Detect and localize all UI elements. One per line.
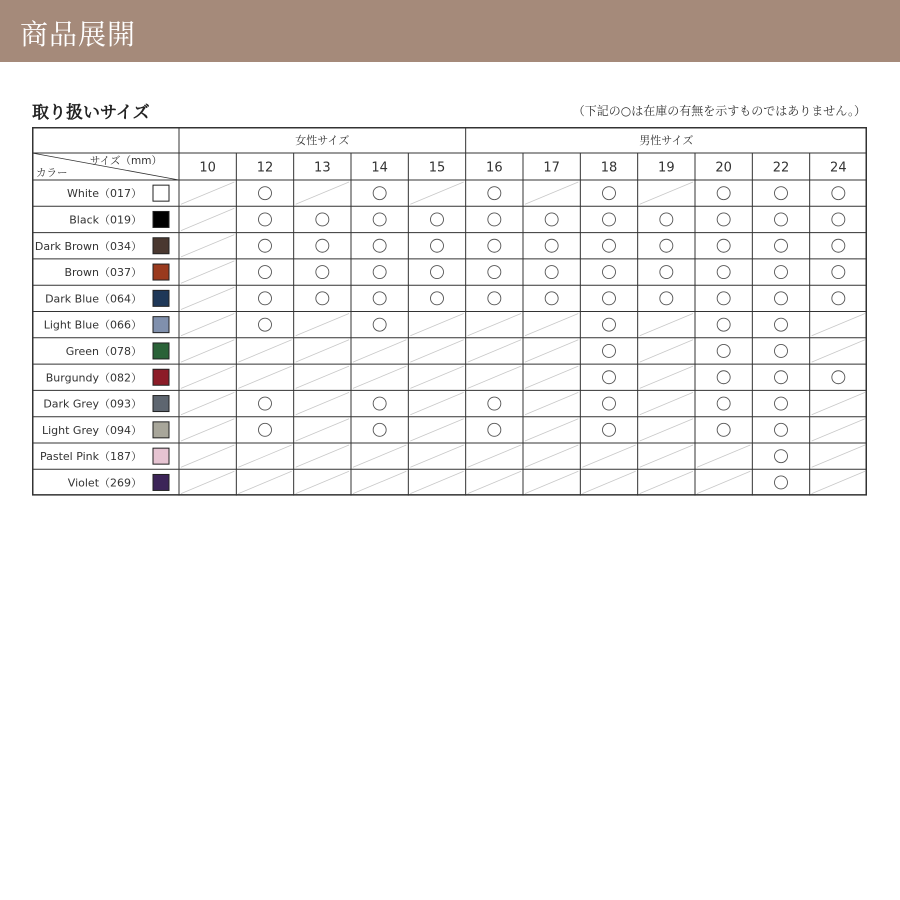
page-title: 商品展開 (20, 18, 137, 51)
availability-mark (603, 318, 616, 331)
color-name: Green（078） (65, 344, 142, 358)
empty-cell-diagonal (468, 340, 521, 362)
color-name: Violet（269） (67, 476, 142, 490)
empty-cell-diagonal (238, 366, 291, 388)
availability-mark (717, 239, 730, 252)
empty-cell-diagonal (525, 392, 578, 414)
size-header: 20 (715, 160, 732, 176)
availability-mark (488, 187, 501, 200)
empty-cell-diagonal (640, 392, 693, 414)
empty-cell-diagonal (468, 314, 521, 336)
availability-mark (775, 450, 788, 463)
empty-cell-diagonal (410, 366, 463, 388)
empty-cell-diagonal (697, 471, 750, 493)
color-swatch (153, 290, 169, 306)
empty-cell-diagonal (296, 314, 349, 336)
color-swatch (153, 238, 169, 254)
size-header: 19 (658, 160, 675, 176)
empty-cell-diagonal (525, 340, 578, 362)
availability-mark (259, 213, 272, 226)
empty-cell-diagonal (410, 392, 463, 414)
availability-mark (316, 292, 329, 305)
empty-cell-diagonal (353, 366, 406, 388)
availability-mark (717, 397, 730, 410)
availability-mark (431, 213, 444, 226)
empty-cell-diagonal (181, 471, 234, 493)
color-name: Brown（037） (64, 266, 142, 280)
availability-mark (431, 239, 444, 252)
empty-cell-diagonal (468, 471, 521, 493)
availability-mark (660, 239, 673, 252)
size-header: 15 (428, 160, 446, 176)
empty-cell-diagonal (296, 392, 349, 414)
availability-mark (775, 476, 788, 489)
availability-mark (488, 213, 501, 226)
availability-mark (603, 371, 616, 384)
availability-mark (316, 239, 329, 252)
availability-mark (603, 423, 616, 436)
color-swatch (153, 317, 169, 333)
color-name: Dark Brown（034） (34, 239, 142, 253)
availability-mark (717, 266, 730, 279)
empty-cell-diagonal (640, 419, 693, 441)
empty-cell-diagonal (181, 208, 234, 230)
availability-mark (775, 344, 788, 357)
availability-mark (775, 371, 788, 384)
size-table (32, 127, 867, 497)
availability-mark (259, 266, 272, 279)
color-name: White（017） (67, 187, 142, 201)
empty-cell-diagonal (525, 471, 578, 493)
availability-mark (603, 266, 616, 279)
empty-cell-diagonal (296, 182, 349, 204)
empty-cell-diagonal (812, 340, 865, 362)
availability-mark (717, 423, 730, 436)
availability-mark (775, 266, 788, 279)
availability-mark (832, 239, 845, 252)
availability-mark (717, 371, 730, 384)
color-swatch (153, 211, 169, 227)
availability-mark (316, 266, 329, 279)
group-label: 男性サイズ (639, 134, 694, 147)
empty-cell-diagonal (181, 235, 234, 257)
availability-mark (775, 187, 788, 200)
color-name: Light Grey（094） (41, 423, 142, 437)
availability-mark (259, 397, 272, 410)
availability-note: （下記の○は在庫の有無を示すものではありません。） (572, 104, 866, 118)
empty-cell-diagonal (525, 366, 578, 388)
availability-mark (259, 239, 272, 252)
availability-mark (775, 213, 788, 226)
section-title: 取り扱いサイズ (32, 103, 150, 123)
color-swatch (153, 369, 169, 385)
availability-mark (545, 213, 558, 226)
availability-mark (660, 292, 673, 305)
size-header: 10 (199, 160, 216, 176)
group-label: 女性サイズ (295, 134, 350, 147)
availability-mark (431, 292, 444, 305)
availability-mark (373, 318, 386, 331)
empty-cell-diagonal (812, 314, 865, 336)
availability-mark (775, 292, 788, 305)
empty-cell-diagonal (296, 445, 349, 467)
availability-mark (259, 318, 272, 331)
availability-mark (603, 239, 616, 252)
empty-cell-diagonal (525, 445, 578, 467)
size-header: 13 (314, 160, 331, 176)
color-swatch (153, 343, 169, 359)
empty-cell-diagonal (812, 419, 865, 441)
availability-mark (545, 266, 558, 279)
availability-mark (717, 292, 730, 305)
color-swatch (153, 474, 169, 490)
color-swatch (153, 185, 169, 201)
color-name: Dark Grey（093） (43, 397, 142, 411)
empty-cell-diagonal (296, 419, 349, 441)
empty-cell-diagonal (697, 445, 750, 467)
empty-cell-diagonal (812, 471, 865, 493)
availability-mark (373, 239, 386, 252)
availability-mark (775, 239, 788, 252)
color-name: Burgundy（082） (45, 371, 142, 385)
availability-mark (832, 266, 845, 279)
empty-cell-diagonal (181, 445, 234, 467)
availability-mark (603, 344, 616, 357)
availability-mark (545, 239, 558, 252)
empty-cell-diagonal (181, 261, 234, 283)
availability-mark (373, 187, 386, 200)
availability-mark (259, 292, 272, 305)
empty-cell-diagonal (410, 314, 463, 336)
empty-cell-diagonal (181, 287, 234, 309)
empty-cell-diagonal (410, 471, 463, 493)
availability-mark (775, 397, 788, 410)
availability-mark (717, 213, 730, 226)
availability-mark (431, 266, 444, 279)
empty-cell-diagonal (582, 471, 635, 493)
empty-cell-diagonal (181, 182, 234, 204)
empty-cell-diagonal (468, 366, 521, 388)
color-name: Dark Blue（064） (45, 292, 142, 306)
color-name: Light Blue（066） (43, 318, 142, 332)
corner-color-label: カラー (36, 167, 68, 179)
empty-cell-diagonal (410, 340, 463, 362)
empty-cell-diagonal (525, 419, 578, 441)
empty-cell-diagonal (181, 392, 234, 414)
availability-mark (660, 213, 673, 226)
availability-mark (717, 344, 730, 357)
empty-cell-diagonal (410, 419, 463, 441)
header-banner (0, 0, 900, 62)
color-swatch (153, 264, 169, 280)
availability-mark (832, 371, 845, 384)
empty-cell-diagonal (468, 445, 521, 467)
empty-cell-diagonal (812, 392, 865, 414)
empty-cell-diagonal (181, 419, 234, 441)
availability-mark (373, 266, 386, 279)
size-header: 14 (371, 160, 388, 176)
empty-cell-diagonal (353, 340, 406, 362)
availability-mark (603, 397, 616, 410)
color-swatch (153, 448, 169, 464)
color-swatch (153, 422, 169, 438)
empty-cell-diagonal (640, 445, 693, 467)
size-header: 16 (486, 160, 503, 176)
availability-mark (775, 423, 788, 436)
empty-cell-diagonal (181, 366, 234, 388)
color-name: Pastel Pink（187） (39, 450, 142, 464)
size-header: 17 (543, 160, 560, 176)
empty-cell-diagonal (812, 445, 865, 467)
availability-mark (373, 423, 386, 436)
size-header: 12 (256, 160, 274, 176)
availability-mark (488, 423, 501, 436)
availability-mark (373, 292, 386, 305)
availability-mark (832, 187, 845, 200)
empty-cell-diagonal (296, 340, 349, 362)
empty-cell-diagonal (296, 366, 349, 388)
size-header: 18 (600, 160, 618, 176)
empty-cell-diagonal (238, 445, 291, 467)
availability-mark (603, 213, 616, 226)
empty-cell-diagonal (238, 340, 291, 362)
size-header: 22 (772, 160, 790, 176)
empty-cell-diagonal (353, 471, 406, 493)
availability-mark (488, 266, 501, 279)
empty-cell-diagonal (410, 445, 463, 467)
empty-cell-diagonal (238, 471, 291, 493)
empty-cell-diagonal (410, 182, 463, 204)
empty-cell-diagonal (640, 471, 693, 493)
empty-cell-diagonal (525, 182, 578, 204)
availability-mark (488, 239, 501, 252)
availability-mark (488, 397, 501, 410)
availability-mark (832, 292, 845, 305)
corner-size-label: サイズ（mm） (89, 155, 162, 167)
color-swatch (153, 396, 169, 412)
empty-cell-diagonal (640, 182, 693, 204)
availability-mark (660, 266, 673, 279)
empty-cell-diagonal (582, 445, 635, 467)
availability-mark (717, 318, 730, 331)
size-table-grid (32, 127, 867, 497)
color-name: Black（019） (69, 213, 142, 227)
empty-cell-diagonal (640, 366, 693, 388)
empty-cell-diagonal (181, 340, 234, 362)
availability-mark (603, 187, 616, 200)
availability-mark (775, 318, 788, 331)
availability-mark (603, 292, 616, 305)
availability-mark (373, 397, 386, 410)
empty-cell-diagonal (640, 340, 693, 362)
availability-mark (488, 292, 501, 305)
availability-mark (259, 423, 272, 436)
availability-mark (259, 187, 272, 200)
availability-mark (832, 213, 845, 226)
empty-cell-diagonal (525, 314, 578, 336)
availability-mark (717, 187, 730, 200)
size-header: 24 (830, 160, 847, 176)
empty-cell-diagonal (640, 314, 693, 336)
empty-cell-diagonal (353, 445, 406, 467)
availability-mark (373, 213, 386, 226)
availability-mark (545, 292, 558, 305)
empty-cell-diagonal (296, 471, 349, 493)
empty-cell-diagonal (181, 314, 234, 336)
availability-mark (316, 213, 329, 226)
